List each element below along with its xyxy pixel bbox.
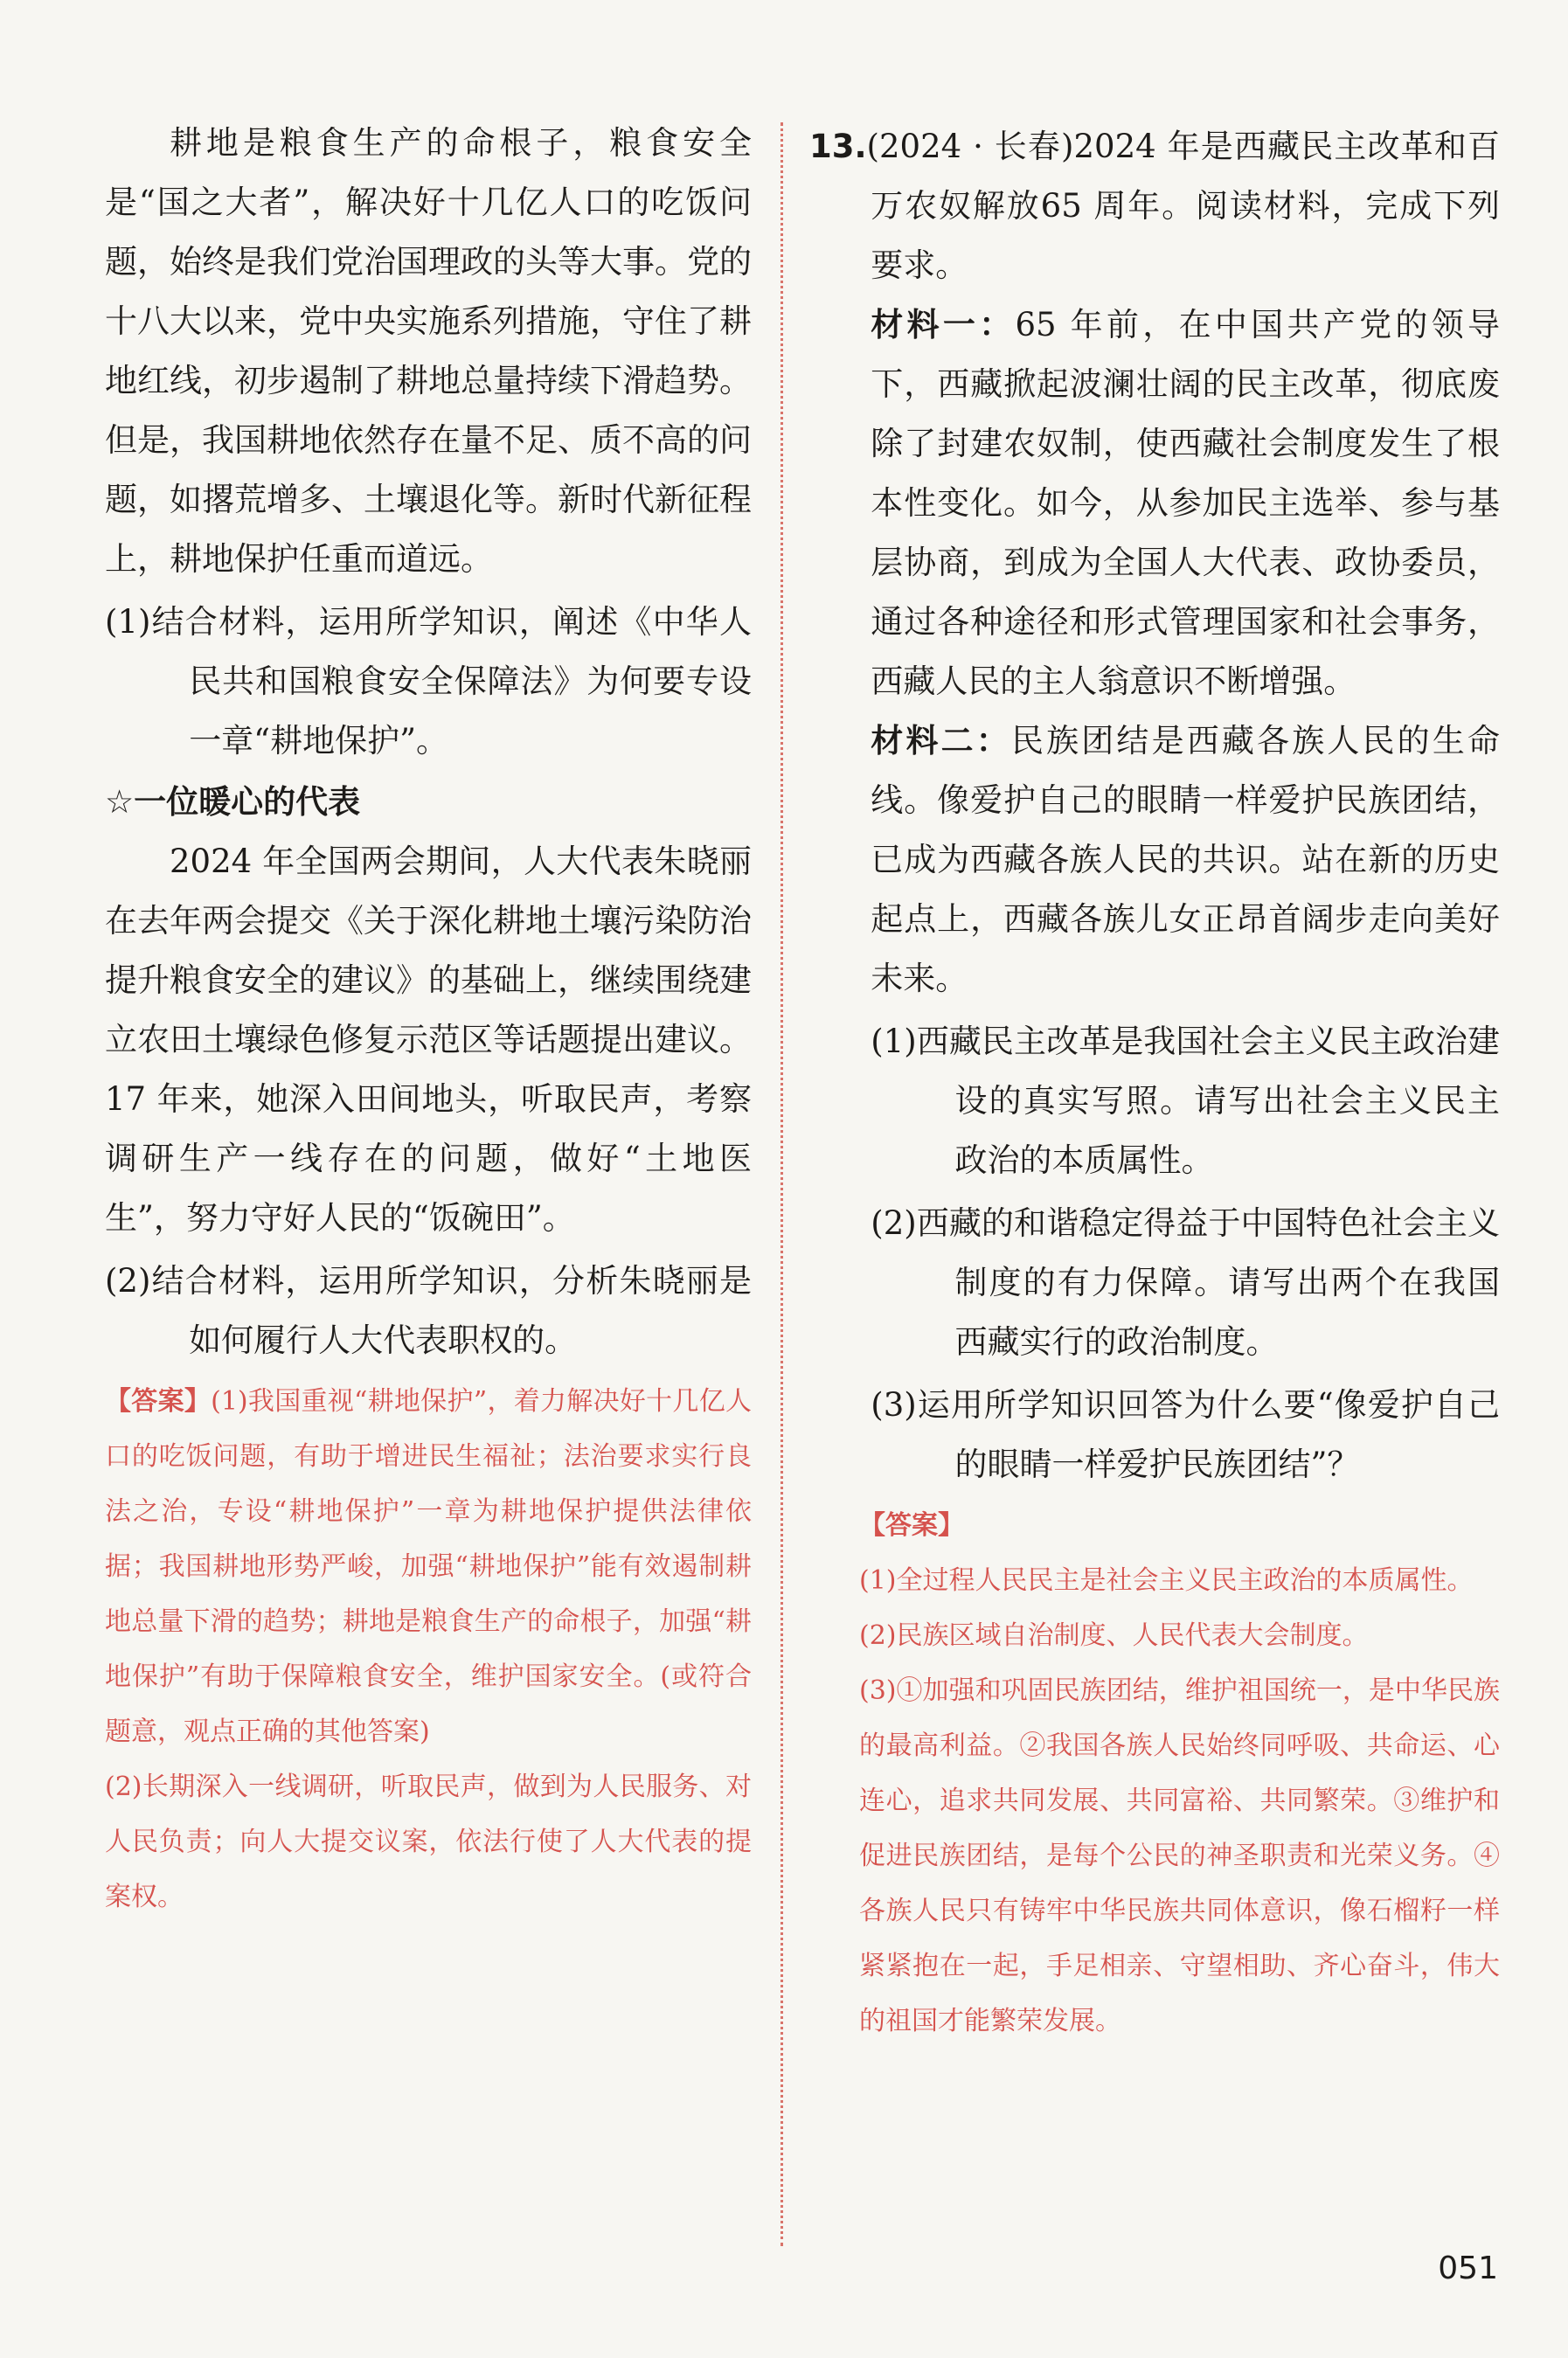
answer-13-1: (1)全过程人民民主是社会主义民主政治的本质属性。 — [859, 1565, 1474, 1596]
question-13-1: (1)西藏民主改革是我国社会主义民主政治建设的真实写照。请写出社会主义民主政治的本质属性。 — [871, 1023, 1500, 1179]
question-2-left: (2)结合材料，运用所学知识，分析朱晓丽是如何履行人大代表职权的。 — [105, 1262, 752, 1359]
question-1-left: (1)结合材料，运用所学知识，阐述《中华人民共和国粮食安全保障法》为何要专设一章“耕地保护”。 — [105, 603, 752, 759]
question-number: 13. — [809, 128, 867, 165]
material-1-text: 65 年前，在中国共产党的领导下，西藏掀起波澜壮阔的民主改革，彻底废除了封建农奴制，使西藏社会制度发生了根本性变化。如今，从参加民主选举、参与基层协商，到成为全国人大代表、政协委员，通过各种途径和形式管理国家和社会事务，西藏人民的主人翁意识不断增强。 — [871, 306, 1501, 700]
answer-2-left: (2)长期深入一线调研，听取民声，做到为人民服务、对人民负责；向人大提交议案，依法行使了人大代表的提案权。 — [105, 1772, 752, 1912]
left-column — [105, 114, 784, 1925]
intro-paragraph: 耕地是粮食生产的命根子，粮食安全是“国之大者”，解决好十几亿人口的吃饭问题，始终是我们党治国理政的头等大事。党的十八大以来，党中央实施系列措施，守住了耕地红线，初步遏制了耕地总量持续下滑趋势。但是，我国耕地依然存在量不足、质不高的问题，如撂荒增多、土壤退化等。新时代新征程上，耕地保护任重而道远。 — [105, 124, 752, 578]
answer-block-right — [859, 1498, 1500, 2049]
question-13-text: (2024 · 长春)2024 年是西藏民主改革和百万农奴解放65 周年。阅读材料，完成下列要求。 — [866, 128, 1500, 284]
answer-label-left: 【答案】 — [105, 1386, 212, 1417]
column-divider — [781, 122, 783, 2246]
material-1 — [809, 295, 1500, 711]
material-2-label: 材料二： — [871, 722, 1011, 759]
material-2 — [809, 711, 1500, 1009]
material-2-text: 民族团结是西藏各族人民的生命线。像爱护自己的眼睛一样爱护民族团结，已成为西藏各族人民的共识。站在新的历史起点上，西藏各族儿女正昂首阔步走向美好未来。 — [871, 722, 1501, 997]
answer-13-3: (3)①加强和巩固民族团结，维护祖国统一，是中华民族的最高利益。②我国各族人民始终同呼吸、共命运、心连心，追求共同发展、共同富裕、共同繁荣。③维护和促进民族团结，是每个公民的神圣职责和光荣义务。④各族人民只有铸牢中华民族共同体意识，像石榴籽一样紧紧抱在一起，手足相亲、守望相助、齐心奋斗，伟大的祖国才能繁荣发展。 — [859, 1675, 1500, 2036]
section-paragraph: 2024 年全国两会期间，人大代表朱晓丽在去年两会提交《关于深化耕地土壤污染防治 提升粮食安全的建议》的基础上，继续围绕建立农田土壤绿色修复示范区等话题提出建议。17 年来，她深入田间地头，听取民声，考察调研生产一线存在的问题，做好“土地医生”，努力守好人民的“饭碗田”。 — [105, 843, 784, 1237]
answer-1-left: (1)我国重视“耕地保护”，着力解决好十几亿人口的吃饭问题，有助于增进民生福祉；法治要求实行良法之治，专设“耕地保护”一章为耕地保护提供法律依据；我国耕地形势严峻，加强“耕地保护”能有效遏制耕地总量下滑的趋势；耕地是粮食生产的命根子，加强“耕地保护”有助于保障粮食安全，维护国家安全。(或符合题意，观点正确的其他答案) — [105, 1386, 752, 1747]
material-1-label: 材料一： — [871, 306, 1016, 343]
question-13-2: (2)西藏的和谐稳定得益于中国特色社会主义制度的有力保障。请写出两个在我国西藏实行的政治制度。 — [871, 1204, 1500, 1361]
page-number: 051 — [1438, 2251, 1498, 2286]
question-13-head — [809, 117, 1500, 295]
answer-label-right: 【答案】 — [859, 1510, 964, 1541]
answer-block-left — [105, 1374, 752, 1925]
answer-13-2: (2)民族区域自治制度、人民代表大会制度。 — [859, 1620, 1369, 1651]
section-heading: ☆一位暖心的代表 — [105, 783, 361, 821]
right-column — [809, 114, 1500, 2049]
question-13-3: (3)运用所学知识回答为什么要“像爱护自己的眼睛一样爱护民族团结”？ — [871, 1386, 1500, 1483]
